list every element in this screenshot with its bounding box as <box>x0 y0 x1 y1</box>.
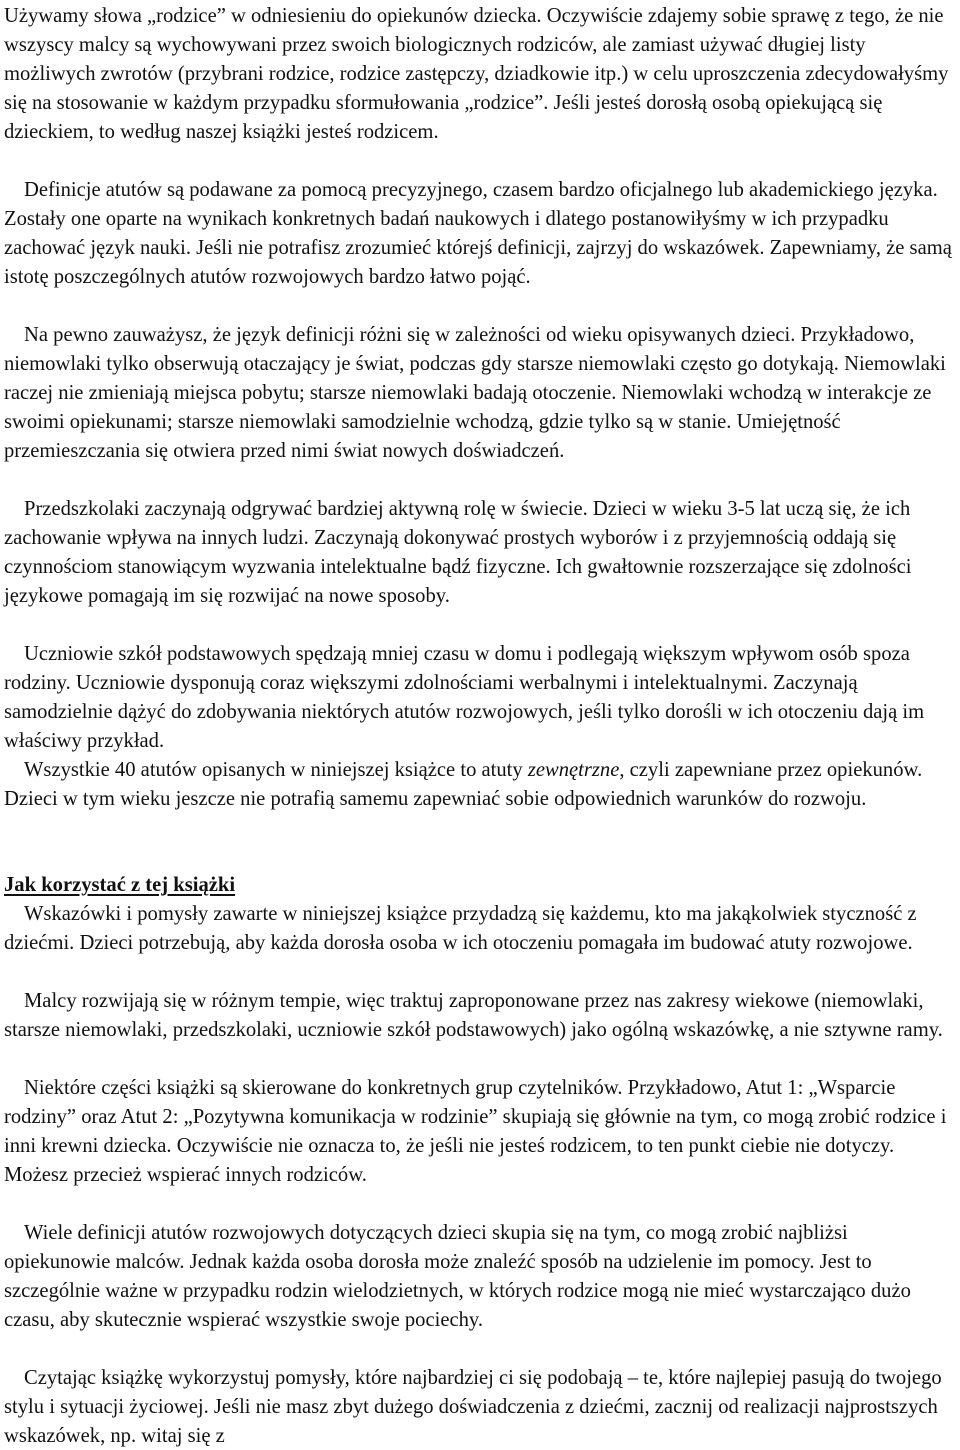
paragraph-age-ranges: Malcy rozwijają się w różnym tempie, więc traktuj zaproponowane przez nas zakresy wiekowe (niemowlaki, starsze niemowlaki, przedszkolaki, uczniowie szkół podstawowych) jako ogólną wskazówkę, a nie sztywne ramy. <box>4 990 943 1041</box>
paragraph-tips-for-everyone: Wskazówki i pomysły zawarte w niniejszej książce przydadzą się każdemu, kto ma jakąkolwiek styczność z dziećmi. Dzieci potrzebują, aby każda dorosła osoba w ich otoczeniu pomagała im budować atuty rozwojowe. <box>4 903 917 954</box>
paragraph-external-assets-after: , czyli zapewniane przez opiekunów. Dzieci w tym wieku jeszcze nie potrafią samemu zapewniać sobie odpowiednich warunków do rozwoju. <box>4 759 923 810</box>
paragraph-caregivers: Wiele definicji atutów rozwojowych dotyczących dzieci skupia się na tym, co mogą zrobić najbliżsi opiekunowie malców. Jednak każda osoba dorosła może znaleźć sposób na udzielenie im pomocy. Jest to szczególnie ważne w przypadku rodzin wielodzietnych, w których rodzice mogą nie mieć wystarczająco dużo czasu, aby skutecznie wspierać wszystkie swoje pociechy. <box>4 1222 911 1331</box>
paragraph-preschoolers: Przedszkolaki zaczynają odgrywać bardziej aktywną rolę w świecie. Dzieci w wieku 3-5 lat uczą się, że ich zachowanie wpływa na innych ludzi. Zaczynają dokonywać prostych wyborów i z przyjemnością oddają się czynnościom stanowiącym wyzwania intelektualne bądź fizyczne. Ich gwałtownie rozszerzające się zdolności językowe pomagają im się rozwijać na nowe sposoby. <box>4 498 912 607</box>
paragraph-target-readers: Niektóre części książki są skierowane do konkretnych grup czytelników. Przykładowo, Atut 1: „Wsparcie rodziny” oraz Atut 2: „Pozytywna komunikacja w rodzinie” skupiają się głównie na tym, co mogą zrobić rodzice i inni krewni dziecka. Oczywiście nie oznacza to, że jeśli nie jesteś rodzicem, to ten punkt ciebie nie dotyczy. Możesz przecież wspierać innych rodziców. <box>4 1077 947 1186</box>
paragraph-school-children: Uczniowie szkół podstawowych spędzają mniej czasu w domu i podlegają większym wpływom osób spoza rodziny. Uczniowie dysponują coraz większymi zdolnościami werbalnymi i intelektualnymi. Zaczynają samodzielnie dążyć do zdobywania niektórych atutów rozwojowych, jeśli tylko dorośli w ich otoczeniu dają im właściwy przykład. <box>4 643 925 752</box>
paragraph-age-language: Na pewno zauważysz, że język definicji różni się w zależności od wieku opisywanych dzieci. Przykładowo, niemowlaki tylko obserwują otaczający je świat, podczas gdy starsze niemowlaki często go dotykają. Niemowlaki raczej nie zmieniają miejsca pobytu; starsze niemowlaki badają otoczenie. Niemowlaki wchodzą w interakcje ze swoimi opiekunami; starsze niemowlaki samodzielnie wchodzą, gdzie tylko są w stanie. Umiejętność przemieszczania się otwiera przed nimi świat nowych doświadczeń. <box>4 324 946 462</box>
section-heading: Jak korzystać z tej książki <box>4 874 236 896</box>
paragraph-using-ideas: Czytając książkę wykorzystuj pomysły, które najbardziej ci się podobają – te, które najlepiej pasują do twojego stylu i sytuacji życiowej. Jeśli nie masz zbyt dużego doświadczenia z dziećmi, zacznij od realizacji najprostszych wskazówek, np. witaj się z <box>4 1367 942 1447</box>
paragraph-external-assets-before: Wszystkie 40 atutów opisanych w niniejszej książce to atuty <box>24 759 528 781</box>
paragraph-definitions-language: Definicje atutów są podawane za pomocą precyzyjnego, czasem bardzo oficjalnego lub akademickiego języka. Zostały one oparte na wynikach konkretnych badań naukowych i dlatego postanowiłyśmy w ich przypadku zachować język nauki. Jeśli nie potrafisz zrozumieć którejś definicji, zajrzyj do wskazówek. Zapewniamy, że samą istotę poszczególnych atutów rozwojowych bardzo łatwo pojąć. <box>4 179 952 288</box>
paragraph-external-assets-emphasis: zewnętrzne <box>527 759 620 781</box>
paragraph-rodzice-definition: Używamy słowa „rodzice” w odniesieniu do opiekunów dziecka. Oczywiście zdajemy sobie sprawę z tego, że nie wszyscy malcy są wychowywani przez swoich biologicznych rodziców, ale zamiast używać długiej listy możliwych zwrotów (przybrani rodzice, rodzice zastępczy, dziadkowie itp.) w celu uproszczenia zdecydowałyśmy się na stosowanie w każdym przypadku sformułowania „rodzice”. Jeśli jesteś dorosłą osobą opiekującą się dzieckiem, to według naszej książki jesteś rodzicem. <box>4 5 949 143</box>
paragraph-external-assets <box>4 756 956 814</box>
